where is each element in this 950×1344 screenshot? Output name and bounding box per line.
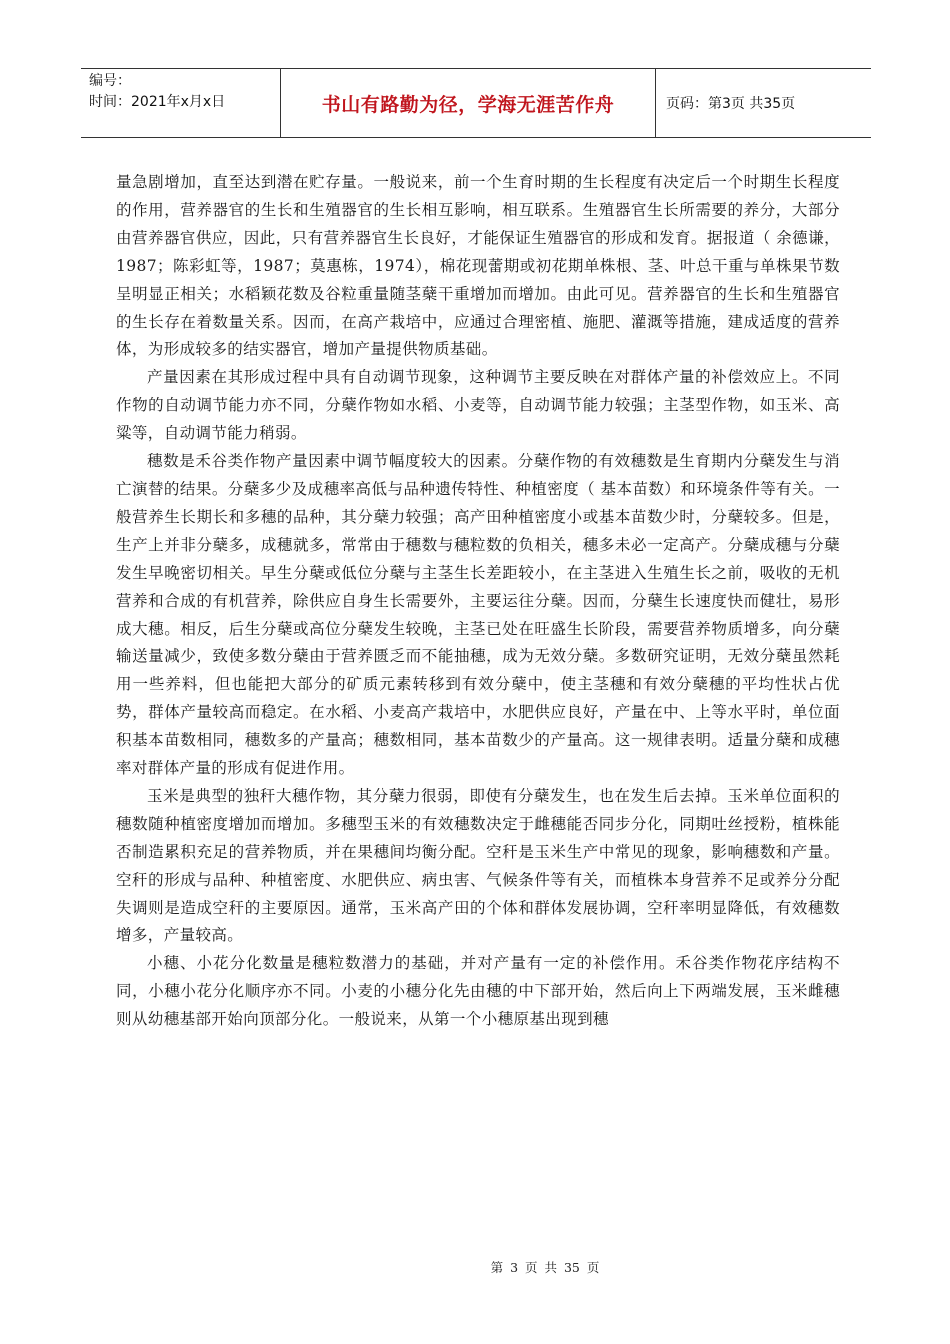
body-paragraph-3: 穗数是禾谷类作物产量因素中调节幅度较大的因素。分蘖作物的有效穗数是生育期内分蘖发生与消亡演替的结果。分蘖多少及成穗率高低与品种遗传特性、种植密度（ 基本苗数）和环境条件等有关。一般营养生长期长和多穗的品种，其分蘖力较强；高产田种植密度小或基本苗数少时，分蘖较多。但是，生产上并非分蘖多，成穗就多，常常由于穗数与穗粒数的负相关，穗多未必一定高产。分蘖成穗与分蘖发生早晚密切相关。早生分蘖或低位分蘖与主茎生长差距较小，在主茎进入生殖生长之前，吸收的无机营养和合成的有机营养，除供应自身生长需要外，主要运往分蘖。因而，分蘖生长速度快而健壮，易形成大穗。相反，后生分蘖或高位分蘖发生较晚，主茎已处在旺盛生长阶段，需要营养物质增多，向分蘖输送量减少，致使多数分蘖由于营养匮乏而不能抽穗，成为无效分蘖。多数研究证明，无效分蘖虽然耗用一些养料，但也能把大部分的矿质元素转移到有效分蘖中，使主茎穗和有效分蘖穗的平均性状占优势，群体产量较高而稳定。在水稻、小麦高产栽培中，水肥供应良好，产量在中、上等水平时，单位面积基本苗数相同，穗数多的产量高；穗数相同，基本苗数少的产量高。这一规律表明。适量分蘖和成穗率对群体产量的形成有促进作用。 [116,452,840,778]
document-body [116,169,840,1034]
body-paragraph-1: 量急剧增加，直至达到潜在贮存量。一般说来，前一个生育时期的生长程度有决定后一个时期生长程度的作用，营养器官的生长和生殖器官的生长相互影响，相互联系。生殖器官生长所需要的养分，大部分由营养器官供应，因此，只有营养器官生长良好，才能保证生殖器官的形成和发育。据报道（ 余德谦，1987；陈彩虹等，1987；莫惠栋，1974），棉花现蕾期或初花期单株根、茎、叶总干重与单株果节数呈明显正相关；水稻颖花数及谷粒重量随茎蘖干重增加而增加。由此可见。营养器官的生长和生殖器官的生长存在着数量关系。因而，在高产栽培中，应通过合理密植、施肥、灌溉等措施，建成适度的营养体，为形成较多的结实器官，增加产量提供物质基础。 [116,173,840,359]
header-meta [81,69,281,137]
header-motto: 书山有路勤为径，学海无涯苦作舟 [281,69,656,137]
page-header [81,68,871,138]
document-time-label: 时间：2021年x月x日 [89,94,226,110]
page-footer: 第 3 页 共 35 页 [490,1260,600,1275]
body-paragraph-2: 产量因素在其形成过程中具有自动调节现象，这种调节主要反映在对群体产量的补偿效应上。不同作物的自动调节能力亦不同，分蘖作物如水稻、小麦等，自动调节能力较强；主茎型作物，如玉米、高粱等，自动调节能力稍弱。 [116,368,840,443]
body-paragraph-4: 玉米是典型的独秆大穗作物，其分蘖力很弱，即使有分蘖发生，也在发生后去掉。玉米单位面积的穗数随种植密度增加而增加。多穗型玉米的有效穗数决定于雌穗能否同步分化，同期吐丝授粉，植株能否制造累积充足的营养物质，并在果穗间均衡分配。空秆是玉米生产中常见的现象，影响穗数和产量。空秆的形成与品种、种植密度、水肥供应、病虫害、气候条件等有关，而植株本身营养不足或养分分配失调则是造成空秆的主要原因。通常，玉米高产田的个体和群体发展协调，空秆率明显降低，有效穗数增多，产量较高。 [116,786,840,945]
body-paragraph-5: 小穗、小花分化数量是穗粒数潜力的基础，并对产量有一定的补偿作用。禾谷类作物花序结构不同，小穗小花分化顺序亦不同。小麦的小穗分化先由穗的中下部开始，然后向上下两端发展，玉米雌穗则从幼穗基部开始向顶部分化。一般说来，从第一个小穗原基出现到穗 [116,954,840,1029]
header-page-info: 页码：第3页 共35页 [666,96,796,112]
document-number-label: 编号： [89,73,131,89]
